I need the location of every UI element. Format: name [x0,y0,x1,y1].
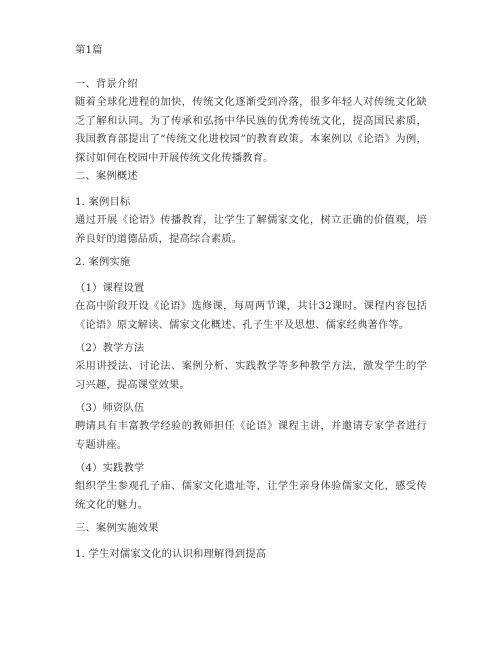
paragraph-methods: 采用讲授法、讨论法、案例分析、实践教学等多种教学方法，激发学生的学习兴趣，提高课堂效果。 [75,360,427,391]
page-label: 第1篇 [75,44,103,56]
paragraph-background: 随着全球化进程的加快，传统文化逐渐受到冷落，很多年轻人对传统文化缺乏了解和认同。为了传承和弘扬中华民族的优秀传统文化，提高国民素质，我国教育部提出了“传统文化进校园”的教育政策。本案例以《论语》为例，探讨如何在校园中开展传统文化传播教育。 [75,96,427,164]
item-heading-teachers: （3）师资队伍 [75,402,145,414]
item-heading-methods: （2）教学方法 [75,342,145,354]
section-heading-results: 三、案例实施效果 [75,522,159,534]
section-heading-background: 一、背景介绍 [75,78,138,90]
paragraph-practice: 组织学生参观孔子庙、儒家文化遗址等，让学生亲身体验儒家文化，感受传统文化的魅力。 [75,480,427,511]
subheading-goal: 1. 案例目标 [75,196,131,208]
subheading-results-1: 1. 学生对儒家文化的认识和理解得到提高 [75,548,267,560]
item-heading-curriculum: （1）课程设置 [75,282,145,294]
subheading-implementation: 2. 案例实施 [75,256,131,268]
paragraph-goal: 通过开展《论语》传播教育，让学生了解儒家文化，树立正确的价值观，培养良好的道德品质，提高综合素质。 [75,214,427,245]
paragraph-curriculum: 在高中阶段开设《论语》选修课，每周两节课，共计32课时。课程内容包括《论语》原文解读、儒家文化概述、孔子生平及思想、儒家经典著作等。 [75,300,427,331]
item-heading-practice: （4）实践教学 [75,462,145,474]
paragraph-teachers: 聘请具有丰富教学经验的教师担任《论语》课程主讲，并邀请专家学者进行专题讲座。 [75,420,427,451]
section-heading-overview: 二、案例概述 [75,170,138,182]
